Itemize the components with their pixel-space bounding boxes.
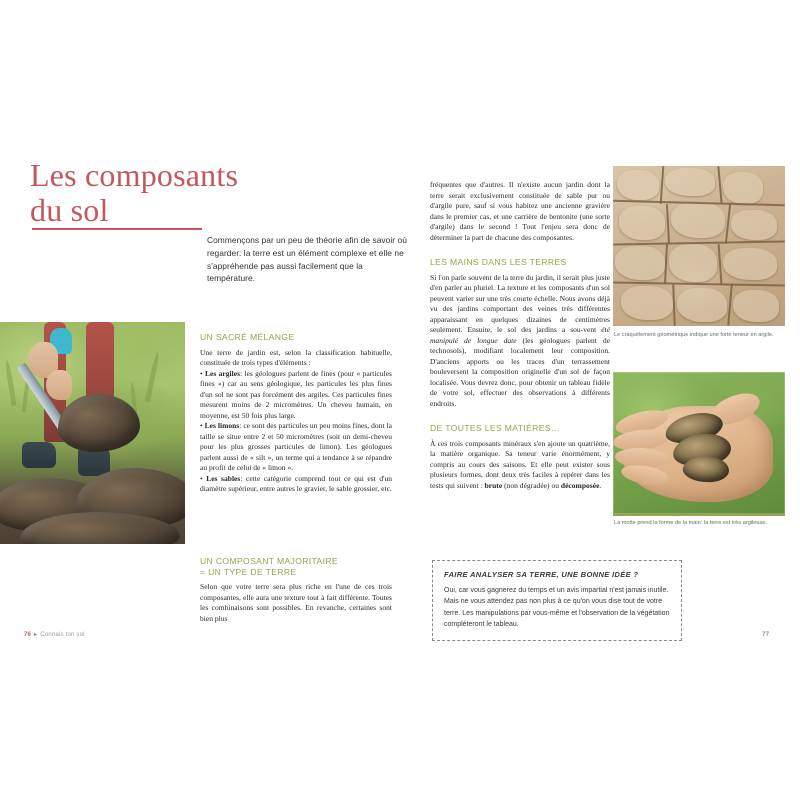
tip-box-title: FAIRE ANALYSER SA TERRE, UNE BONNE IDÉE ?	[444, 570, 639, 579]
para2-end: .	[599, 480, 602, 490]
body-column-2	[430, 180, 610, 491]
decor-boot	[22, 442, 56, 468]
para2-part-a: À ces trois composants minéraux s'en ajoute un quatrième, la matière organique. Sa teneur varie énormément, y compris au cours des saisons. Et elle peut exister sous plusieurs formes, dont deux très faciles à repérer dans les tests qui suivent :	[430, 438, 610, 490]
folio-right: 77	[762, 631, 770, 638]
decor-soil-plate	[621, 286, 673, 320]
chevron-right-icon: ▸	[34, 632, 38, 638]
caption-accent-rule	[613, 514, 785, 516]
intro-paragraph: Commençons par un peu de théorie afin de savoir où regarder: la terre est un élément complexe et elle ne s'appréhende pas aussi facilement que la température.	[207, 235, 407, 284]
section-heading-composant-majoritaire	[200, 556, 392, 577]
bullet-label-limons: Les limons	[204, 421, 240, 431]
page-title-line1: Les composants	[30, 157, 239, 193]
decor-soil-plate	[723, 248, 777, 280]
bullet-les-argiles: • Les argiles: les géologues parlent de fines (pour « particules fines ») car au sens géologique, les particules les plus fines d'un sol ne sont pas forcément des argiles. Ces particules fines mesurent moins de 2 micromètres. Un cheveu humain, en moyenne, est 50 fois plus large.	[200, 368, 392, 420]
folio-left-label: Connais ton sol	[40, 632, 85, 638]
folio-left	[24, 631, 85, 638]
bullet-label-sables: Les sables	[206, 473, 241, 483]
body-column-1-lower	[200, 556, 392, 624]
decor-soil-plate	[615, 246, 665, 280]
bullet-les-limons: • Les limons: ce sont des particules un peu moins fines, dont la taille se situe entre 2 et 50 micromètres (soit un demi-cheveu pour les plus grosses particules de limon). Les géologues parlent aussi de « silt », un terme qui a tendance à se répandre au profit de celui de « limon ».	[200, 421, 392, 473]
decor-soil-plate	[665, 168, 715, 196]
decor-soil-plate	[669, 244, 717, 282]
decor-soil-plate	[617, 170, 659, 200]
bullet-les-sables: • Les sables: cette catégorie comprend tout ce qui est d'un diamètre supérieur, entre autres le gravier, le sable grossier, etc.	[200, 473, 392, 494]
para2-bold-brute: brute	[484, 480, 503, 490]
decor-soil-plate	[671, 202, 725, 238]
photo-cracked-dry-clay-ground	[613, 166, 785, 326]
heading-line-1: UN COMPOSANT MAJORITAIRE	[200, 556, 338, 566]
decor-soil-clod-on-spade	[58, 394, 140, 452]
paragraph-texture-differente: Selon que votre terre sera plus riche en l'une de ces trois composantes, elle aura une texture tout à fait différente. Toutes les combinaisons sont possibles. En revanche, certaines sont bien plus	[200, 582, 392, 623]
bullet-text-sables: : cette catégorie comprend tout ce qui est d'un diamètre supérieur, entre autres le gravier, le sable grossier, etc.	[200, 473, 392, 494]
heading-line-2: = UN TYPE DE TERRE	[200, 566, 297, 577]
para-part-italic: été manipulé de longue date	[430, 325, 610, 345]
paragraph-matiere-organique	[430, 439, 610, 492]
paragraph-intro-elements: Une terre de jardin est, selon la classification habituelle, constituée de trois types d'éléments :	[200, 347, 392, 368]
folio-left-number: 76	[24, 632, 32, 638]
tip-box-body: Oui, car vous gagnerez du temps et un avis impartial n'est jamais inutile. Mais ne vous attendez pas non plus à ce qu'on vous dise tout de votre terre. Les manipulations par vous-même et l'observation de la végétation compléteront le tableau.	[444, 587, 670, 628]
para-part-b: (les géologues parlent de technosols), modifiant localement leur composition. D'anciens apports ou les traces d'un terrassement bouleversent la composition originelle d'un sol de façon localisée. Vous devrez donc, pour obtenir un tableau fidèle de votre sol, effectuer des observations à différents endroits.	[430, 335, 610, 408]
section-heading-les-mains-dans-les-terres: LES MAINS DANS LES TERRES	[430, 257, 567, 267]
decor-soil-plate	[619, 206, 665, 240]
bullet-label-argiles: Les argiles	[204, 368, 241, 378]
para2-bold-decomposee: décomposée	[560, 480, 600, 490]
section-heading-un-sacre-melange: UN SACRÉ MÉLANGE	[200, 332, 295, 342]
decor-hand	[46, 370, 72, 400]
section-heading-de-toutes-les-matieres: DE TOUTES LES MATIÈRES…	[430, 423, 560, 434]
paragraph-continuation: fréquentes que d'autres. Il n'existe aucun jardin dont la terre serait exclusivement constituée de sable pur ou d'argile pure, sauf si vous habitez une ancienne gravière dans le premier cas, et une carrière de bentonite (une sorte d'argile) dans le second ! Tout l'enjeu sera donc de déterminer la part de chacune des composantes.	[430, 180, 610, 242]
decor-soil-plate	[733, 290, 779, 322]
photo-hand-holding-clay-clod	[613, 372, 785, 514]
caption-cracked-photo: Le craquèlement géométrique indique une forte teneur en argile.	[614, 332, 774, 338]
bullet-text-argiles: : les géologues parlent de fines (pour « particules fines ») car au sens géologique, les particules les plus fines d'un sol ne sont pas forcément des argiles. Ces particules fines mesurent moins de 2 micromètres. Un cheveu humain, en moyenne, est 50 fois plus large.	[200, 368, 392, 420]
page-title	[30, 158, 290, 227]
decor-soil-plate	[677, 288, 727, 322]
para2-mid: (non dégradée) ou	[502, 480, 561, 490]
photo-person-digging-soil	[0, 322, 185, 544]
caption-hand-photo: La motte prend la forme de la main: la terre est très argileuse.	[614, 520, 767, 526]
decor-soil-plate	[731, 210, 777, 240]
para-part-a: Si l'on parle souvent de la terre du jardin, il serait plus juste d'en parler au pluriel. La texture et les composants d'un sol peuvent varier sur une très courte échelle. Nous avons déjà vu des jardins comportant des veines très différentes apparaissant en quelques dizaines de centimètres seulement. Ensuite, le sol des jardins a sou-vent	[430, 272, 610, 335]
page-title-line2: du sol	[30, 191, 109, 228]
title-divider	[32, 228, 202, 230]
paragraph-texture-varie	[430, 273, 610, 410]
decor-soil-plate	[723, 172, 763, 204]
bullet-text-limons: : ce sont des particules un peu moins fines, dont la taille se situe entre 2 et 50 micromètres (soit un demi-cheveu pour les plus grosses particules de limon). Les géologues parlent aussi de « silt », un terme qui a tendance à se répandre au profit de celui de « limon ».	[200, 421, 392, 473]
tip-box	[432, 560, 682, 641]
body-column-1	[200, 332, 392, 495]
